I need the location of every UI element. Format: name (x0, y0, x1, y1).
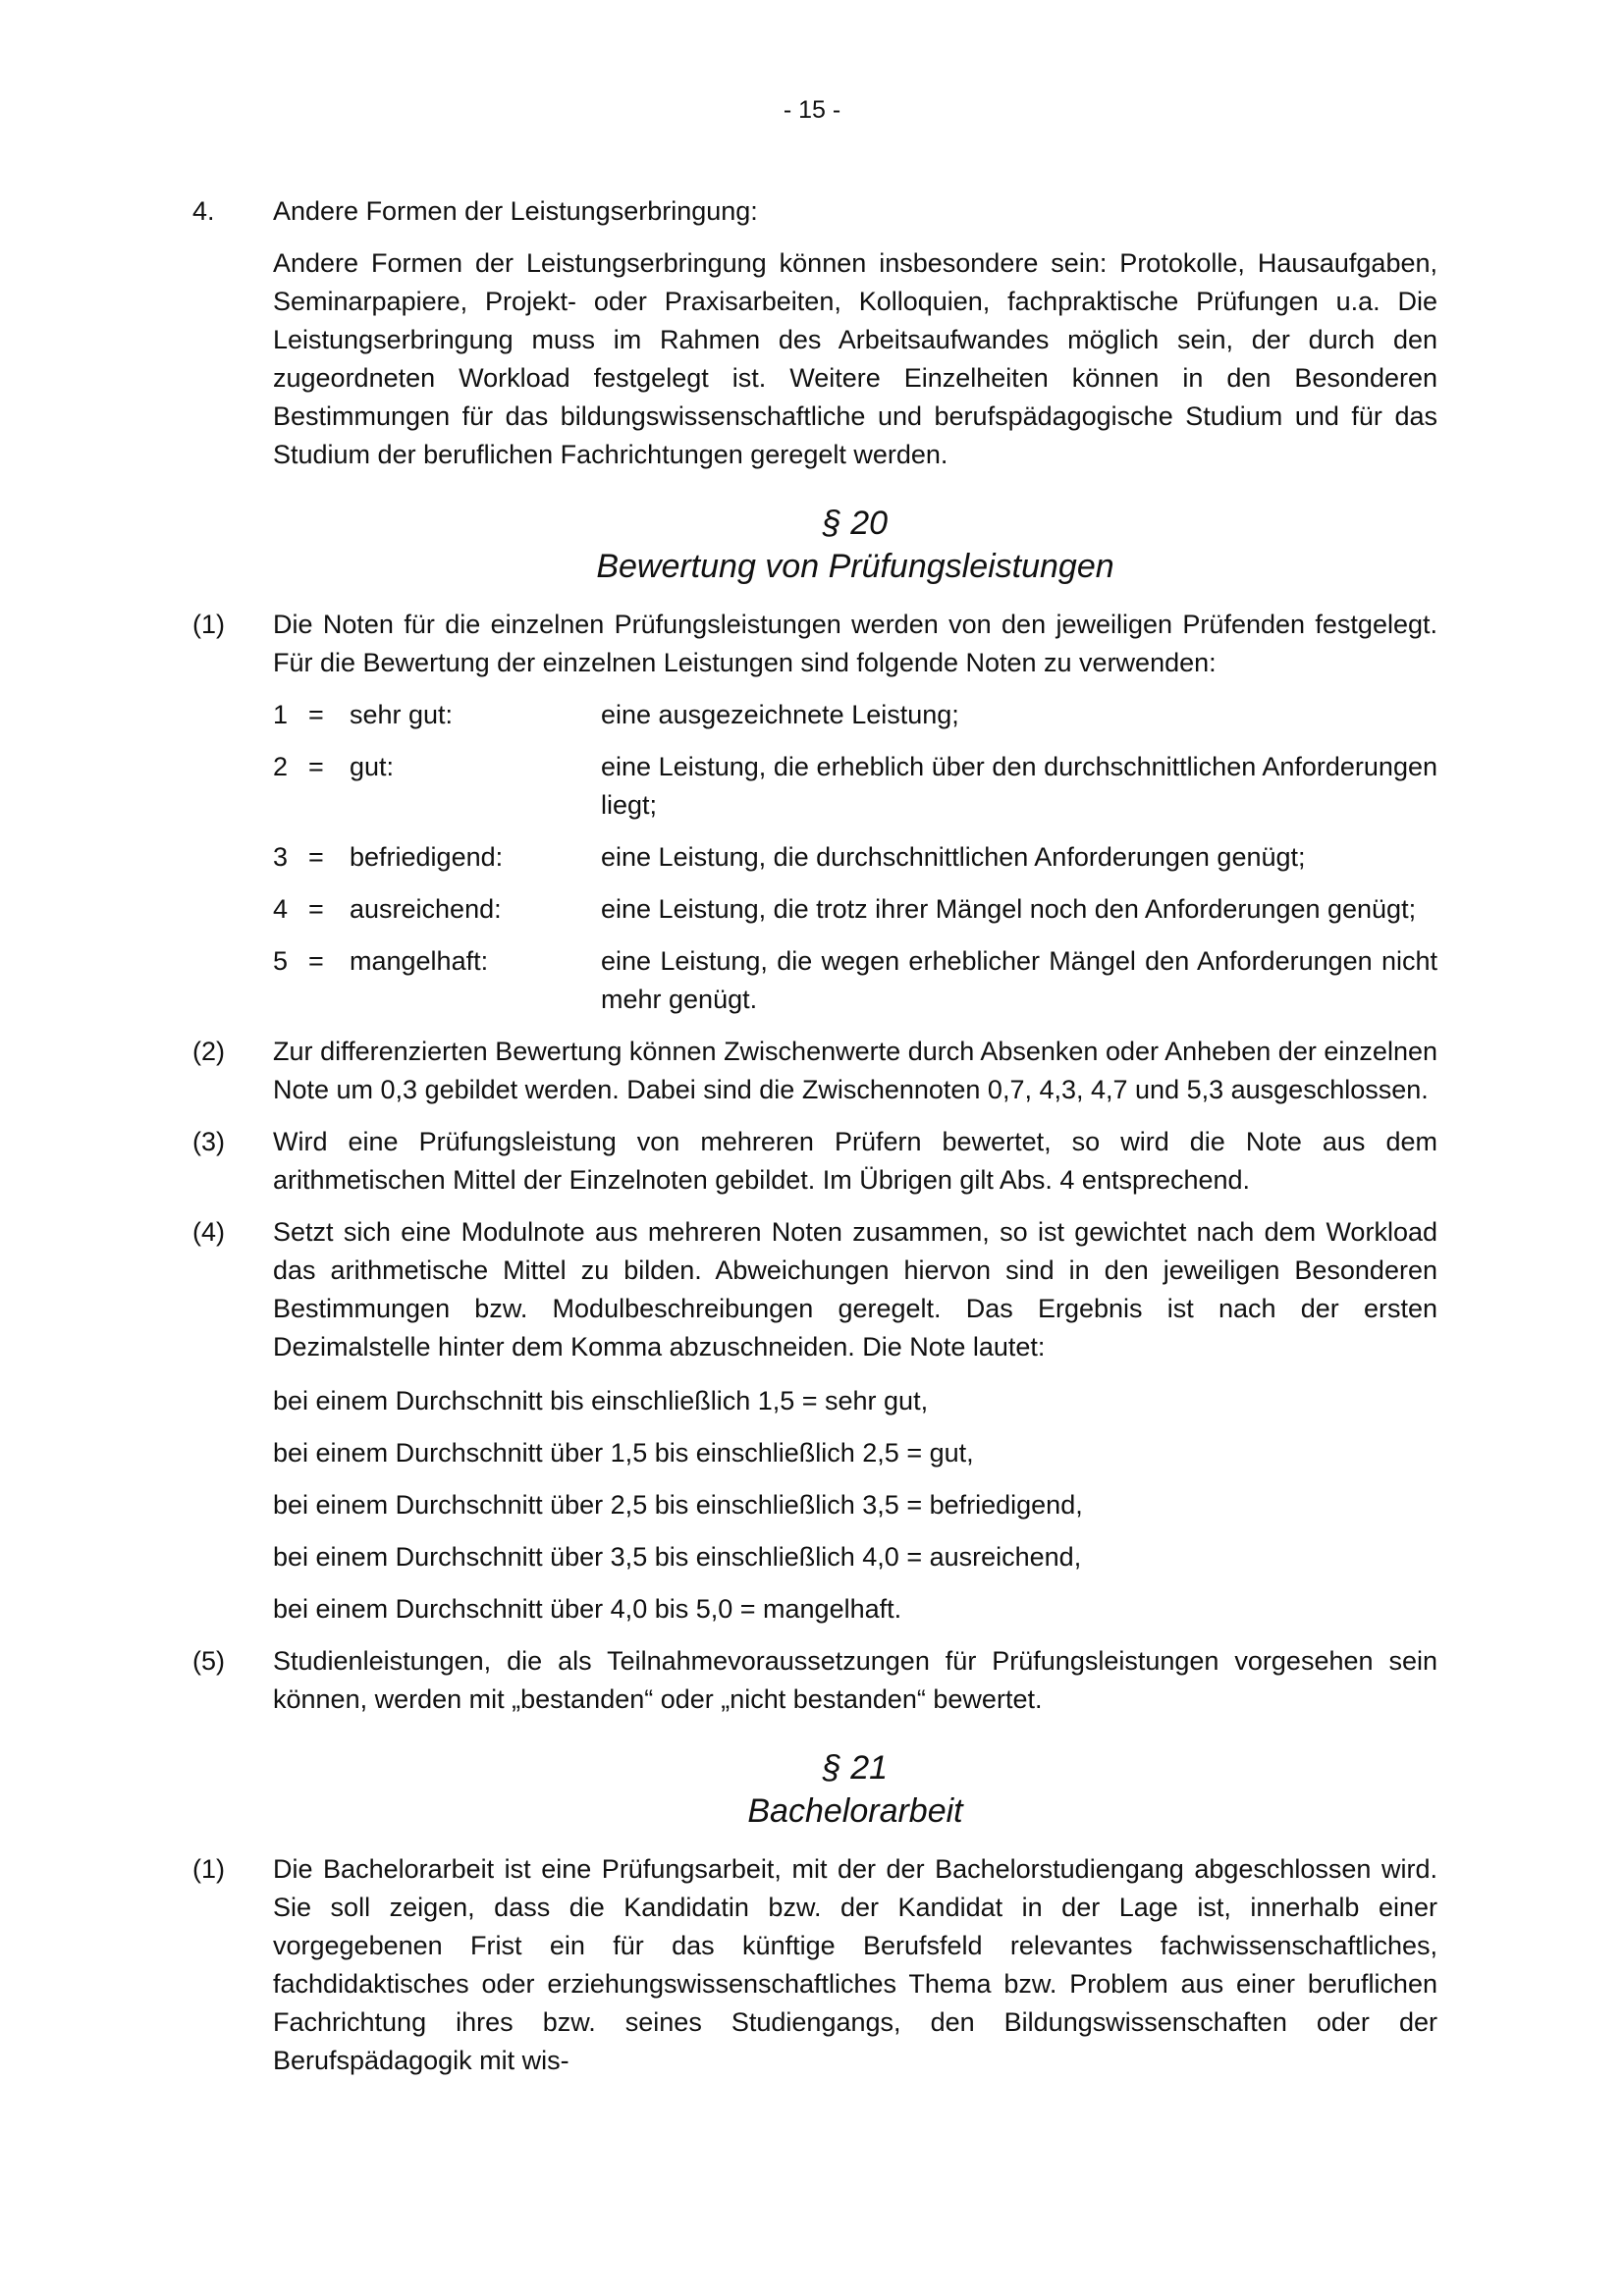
s20-p4-number: (4) (192, 1217, 225, 1247)
grade-number: 3 (273, 842, 289, 872)
s20-paragraph-5 (192, 1642, 1437, 1719)
grade-row (273, 942, 1437, 1019)
section-20-heading (192, 502, 1437, 588)
average-rule: bei einem Durchschnitt bis einschließlich 1,5 = sehr gut, (273, 1386, 929, 1415)
average-rule: bei einem Durchschnitt über 2,5 bis einschließlich 3,5 = befriedigend, (273, 1490, 1083, 1520)
grade-equals: = (308, 700, 324, 729)
section-21-title: Bachelorarbeit (747, 1792, 963, 1830)
s20-p2-number: (2) (192, 1037, 225, 1066)
grade-label: mangelhaft: (350, 946, 489, 976)
grade-row (273, 696, 1437, 734)
section-21-heading (192, 1746, 1437, 1833)
grade-label: gut: (350, 752, 395, 781)
s20-p1-number: (1) (192, 610, 225, 639)
average-rule: bei einem Durchschnitt über 3,5 bis einschließlich 4,0 = ausreichend, (273, 1542, 1082, 1572)
s20-p3-text: Wird eine Prüfungsleistung von mehreren Prüfern bewertet, so wird die Note aus dem arithmetischen Mittel der Einzelnoten gebildet. Im Übrigen gilt Abs. 4 entsprechend. (273, 1127, 1437, 1195)
s21-p1-text: Die Bachelorarbeit ist eine Prüfungsarbeit, mit der der Bachelorstudiengang abgeschlossen wird. Sie soll zeigen, dass die Kandidatin bzw. der Kandidat in der Lage ist, innerhalb einer vorgegebenen Frist ein für das künftige Berufsfeld relevantes fachwissenschaftliches, fachdidaktisches oder erziehungswissenschaftliches Thema bzw. Problem aus einer beruflichen Fachrichtung ihres bzw. seines Studiengangs, den Bildungswissenschaften oder der Berufspädagogik mit wis- (273, 1854, 1437, 2075)
item-4-title: Andere Formen der Leistungserbringung: (273, 196, 758, 226)
grade-description: eine Leistung, die durchschnittlichen Anforderungen genügt; (601, 842, 1306, 872)
s20-p5-number: (5) (192, 1646, 225, 1676)
section-20-sign: § 20 (822, 505, 889, 542)
grade-description: eine ausgezeichnete Leistung; (601, 700, 959, 729)
grade-row (273, 890, 1437, 929)
s20-paragraph-4 (192, 1213, 1437, 1629)
grade-scale (273, 696, 1437, 1019)
grade-number: 1 (273, 700, 289, 729)
s20-p2-text: Zur differenzierten Bewertung können Zwischenwerte durch Absenken oder Anheben der einzelnen Note um 0,3 gebildet werden. Dabei sind die Zwischennoten 0,7, 4,3, 4,7 und 5,3 ausgeschlossen. (273, 1037, 1437, 1104)
grade-description: eine Leistung, die erheblich über den durchschnittlichen Anforderungen liegt; (601, 752, 1437, 820)
s21-paragraph-1 (192, 1850, 1437, 2080)
s20-paragraph-3 (192, 1123, 1437, 1200)
grade-label: befriedigend: (350, 842, 504, 872)
item-4 (192, 192, 1437, 474)
grade-row (273, 748, 1437, 825)
grade-equals: = (308, 894, 324, 924)
s20-p5-text: Studienleistungen, die als Teilnahmevoraussetzungen für Prüfungsleistungen vorgesehen sein können, werden mit „bestanden“ oder „nicht bestanden“ bewertet. (273, 1646, 1437, 1714)
grade-number: 4 (273, 894, 289, 924)
grade-row (273, 838, 1437, 877)
item-4-number: 4. (192, 196, 215, 226)
s21-p1-number: (1) (192, 1854, 225, 1884)
grade-number: 2 (273, 752, 289, 781)
page-number: - 15 - (783, 96, 841, 124)
grade-equals: = (308, 842, 324, 872)
s20-paragraph-1 (192, 606, 1437, 1019)
average-rule: bei einem Durchschnitt über 4,0 bis 5,0 = mangelhaft. (273, 1594, 902, 1624)
grade-equals: = (308, 752, 324, 781)
average-rule: bei einem Durchschnitt über 1,5 bis einschließlich 2,5 = gut, (273, 1438, 974, 1468)
grade-number: 5 (273, 946, 289, 976)
grade-equals: = (308, 946, 324, 976)
s20-p3-number: (3) (192, 1127, 225, 1156)
section-20-title: Bewertung von Prüfungsleistungen (596, 548, 1114, 585)
grade-label: sehr gut: (350, 700, 454, 729)
grade-label: ausreichend: (350, 894, 502, 924)
item-4-text: Andere Formen der Leistungserbringung können insbesondere sein: Protokolle, Hausaufgaben, Seminarpapiere, Projekt- oder Praxisarbeiten, Kolloquien, fachpraktische Prüfungen u.a. Die Leistungserbringung muss im Rahmen des Arbeitsaufwandes möglich sein, der durch den zugeordneten Workload festgelegt ist. Weitere Einzelheiten können in den Besonderen Bestimmungen für das bildungswissenschaftliche und berufspädagogische Studium und für das Studium der beruflichen Fachrichtungen geregelt werden. (273, 248, 1437, 469)
grade-description: eine Leistung, die trotz ihrer Mängel noch den Anforderungen genügt; (601, 894, 1417, 924)
s20-paragraph-2 (192, 1033, 1437, 1109)
s20-p1-text: Die Noten für die einzelnen Prüfungsleistungen werden von den jeweiligen Prüfenden festgelegt. Für die Bewertung der einzelnen Leistungen sind folgende Noten zu verwenden: (273, 610, 1437, 677)
section-21-sign: § 21 (822, 1749, 889, 1787)
s20-p4-text: Setzt sich eine Modulnote aus mehreren Noten zusammen, so ist gewichtet nach dem Workload das arithmetische Mittel zu bilden. Abweichungen hiervon sind in den jeweiligen Besonderen Bestimmungen bzw. Modulbeschreibungen geregelt. Das Ergebnis ist nach der ersten Dezimalstelle hinter dem Komma abzuschneiden. Die Note lautet: (273, 1217, 1437, 1362)
grade-description: eine Leistung, die wegen erheblicher Mängel den Anforderungen nicht mehr genügt. (601, 946, 1437, 1014)
page-content (192, 192, 1437, 2094)
